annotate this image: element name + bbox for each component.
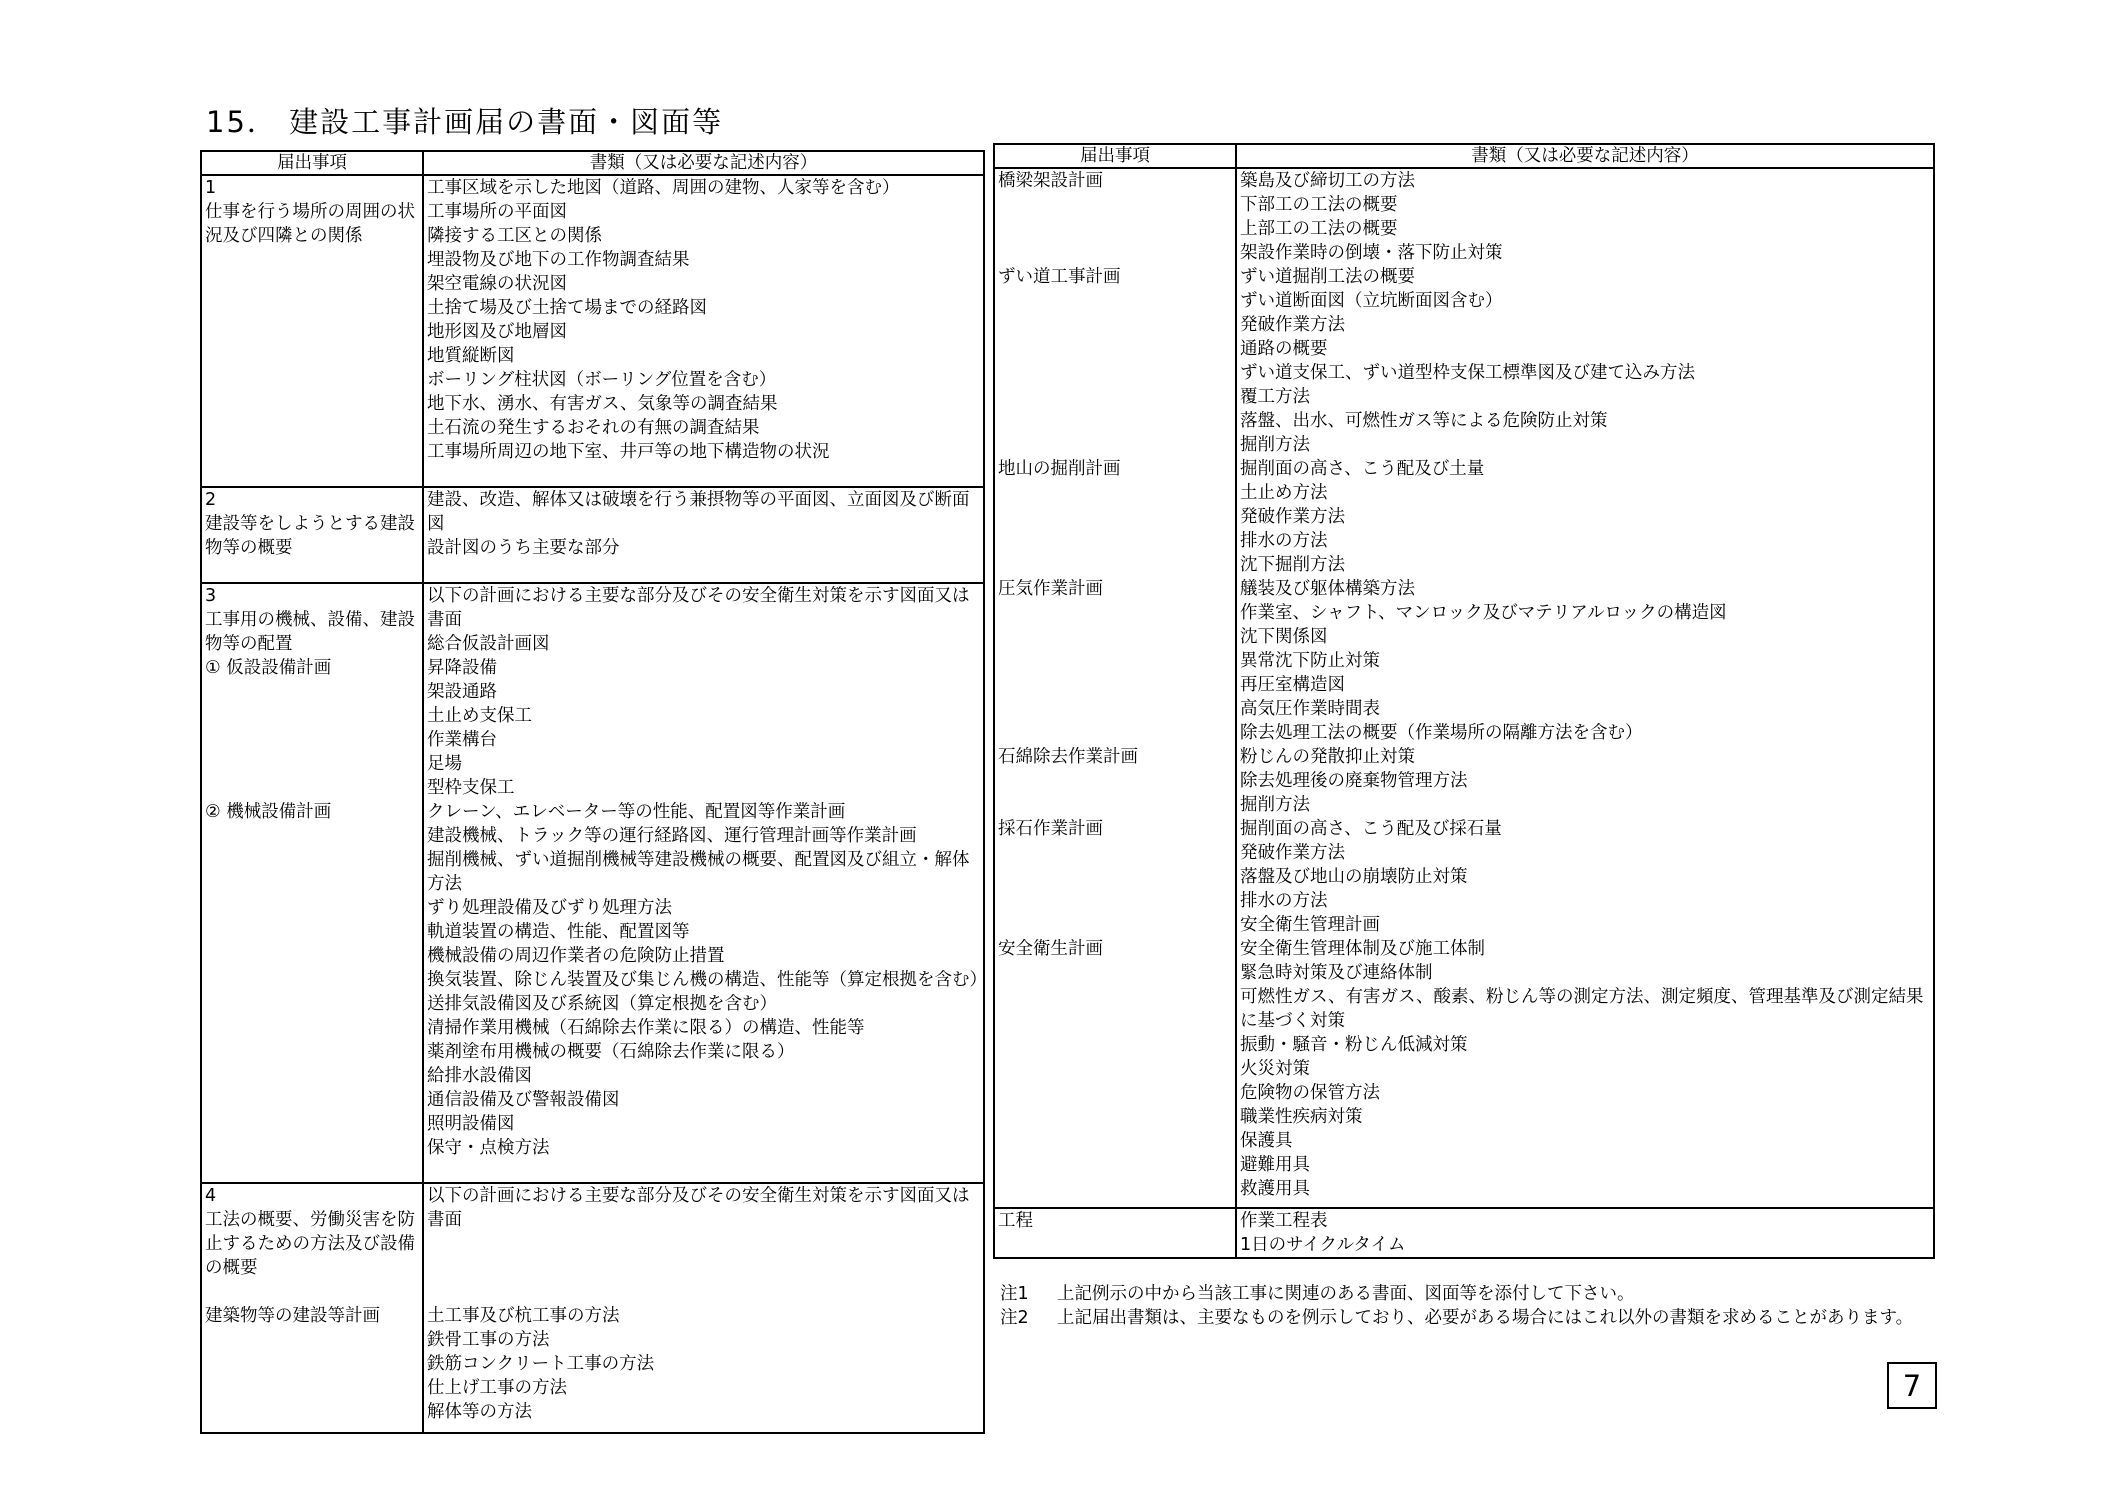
table-row xyxy=(201,487,984,583)
document-entry: 作業構台 xyxy=(427,730,497,750)
item-text xyxy=(998,889,1233,913)
item-text xyxy=(998,625,1233,649)
document-entry: 危険物の保管方法 xyxy=(1240,1083,1380,1103)
item-text xyxy=(998,793,1233,817)
notes xyxy=(1000,1282,1930,1330)
document-entry: 安全衛生管理体制及び施工体制 xyxy=(1240,939,1485,959)
item-text xyxy=(998,553,1233,577)
document-entry: 掘削方法 xyxy=(1240,435,1310,455)
document-entry: 以下の計画における主要な部分及びその安全衛生対策を示す図面又は書面 xyxy=(427,1186,970,1230)
document-entry: 掘削面の高さ、こう配及び採石量 xyxy=(1240,819,1502,839)
document-entry xyxy=(427,1256,981,1280)
document-entry: 再圧室構造図 xyxy=(1240,675,1345,695)
document-entry: 緊急時対策及び連絡体制 xyxy=(1240,963,1433,983)
document-entry: 土工事及び杭工事の方法 xyxy=(427,1306,620,1326)
document-entry: 仕上げ工事の方法 xyxy=(427,1378,567,1398)
item-text xyxy=(998,841,1233,865)
document-entry: 粉じんの発散抑止対策 xyxy=(1240,747,1415,767)
item-text xyxy=(998,649,1233,673)
document-entry: 発破作業方法 xyxy=(1240,315,1345,335)
document-entry: 排水の方法 xyxy=(1240,891,1328,911)
document-entry xyxy=(427,1232,981,1256)
document-entry: 落盤、出水、可燃性ガス等による危険防止対策 xyxy=(1240,411,1608,431)
document-entry: 架空電線の状況図 xyxy=(427,274,567,294)
item-text: ずい道工事計画 xyxy=(998,267,1121,287)
item-text xyxy=(998,217,1233,241)
item-text xyxy=(998,913,1233,937)
item-text: 2 xyxy=(205,490,217,510)
item-text xyxy=(998,241,1233,265)
document-entry: 送排気設備図及び系統図（算定根拠を含む） xyxy=(427,994,777,1014)
document-entry: ボーリング柱状図（ボーリング位置を含む） xyxy=(427,370,777,390)
document-entry: 架設作業時の倒壊・落下防止対策 xyxy=(1240,243,1503,263)
item-text: 石綿除去作業計画 xyxy=(998,747,1138,767)
item-text xyxy=(998,409,1233,433)
note-number: 注2 xyxy=(1000,1308,1029,1328)
document-entry: 工事区域を示した地図（道路、周囲の建物、人家等を含む） xyxy=(427,178,900,198)
document-entry: 作業工程表 xyxy=(1240,1211,1328,1231)
item-text xyxy=(205,728,420,752)
document-entry: 発破作業方法 xyxy=(1240,507,1345,527)
document-entry: 火災対策 xyxy=(1240,1059,1310,1079)
document-entry: 掘削方法 xyxy=(1240,795,1310,815)
document-entry: 土捨て場及び土捨て場までの経路図 xyxy=(427,298,707,318)
item-text: 建設等をしようとする建設物等の概要 xyxy=(205,514,415,558)
documents-cell xyxy=(1236,168,1934,1208)
item-text: 工事用の機械、設備、建設物等の配置 xyxy=(205,610,415,654)
note-text: 上記例示の中から当該工事に関連のある書面、図面等を添付して下さい。 xyxy=(1057,1284,1635,1304)
document-entry: 発破作業方法 xyxy=(1240,843,1345,863)
item-text xyxy=(998,385,1233,409)
item-text: ① 仮設設備計画 xyxy=(205,658,332,678)
document-entry: 地下水、湧水、有害ガス、気象等の調査結果 xyxy=(427,394,778,414)
document-entry: 異常沈下防止対策 xyxy=(1240,651,1380,671)
item-text xyxy=(998,313,1233,337)
document-entry: ずい道支保工、ずい道型枠支保工標準図及び建て込み方法 xyxy=(1240,363,1695,383)
document-entry: 総合仮設計画図 xyxy=(427,634,550,654)
note-1 xyxy=(1000,1282,1930,1306)
document-entry: 昇降設備 xyxy=(427,658,497,678)
document-entry: 掘削機械、ずい道掘削機械等建設機械の概要、配置図及び組立・解体方法 xyxy=(427,850,970,894)
item-text: 地山の掘削計画 xyxy=(998,459,1121,479)
document-entry: 上部工の工法の概要 xyxy=(1240,219,1398,239)
document-entry: 1日のサイクルタイム xyxy=(1240,1235,1406,1255)
document-entry: 排水の方法 xyxy=(1240,531,1328,551)
document-entry: 架設通路 xyxy=(427,682,497,702)
document-entry: 沈下掘削方法 xyxy=(1240,555,1345,575)
item-text: 工法の概要、労働災害を防止するための方法及び設備の概要 xyxy=(205,1210,415,1278)
document-entry: 照明設備図 xyxy=(427,1114,515,1134)
item-text xyxy=(205,776,420,800)
item-text: 建築物等の建設等計画 xyxy=(205,1306,380,1326)
documents-cell xyxy=(423,1183,984,1433)
document-entry: ずり処理設備及びずり処理方法 xyxy=(427,898,672,918)
item-text xyxy=(998,361,1233,385)
item-text xyxy=(998,337,1233,361)
documents-cell xyxy=(423,175,984,487)
document-entry: 鉄骨工事の方法 xyxy=(427,1330,550,1350)
document-entry: 安全衛生管理計画 xyxy=(1240,915,1380,935)
document-entry: クレーン、エレベーター等の性能、配置図等作業計画 xyxy=(427,802,846,822)
notification-item-cell xyxy=(201,583,423,1183)
item-text xyxy=(998,697,1233,721)
document-entry: 土止め支保工 xyxy=(427,706,532,726)
notification-item-cell xyxy=(994,1208,1236,1258)
notification-item-cell xyxy=(201,175,423,487)
document-entry: 換気装置、除じん装置及び集じん機の構造、性能等（算定根拠を含む） xyxy=(427,970,987,990)
document-entry: 鉄筋コンクリート工事の方法 xyxy=(427,1354,655,1374)
document-entry: 通路の概要 xyxy=(1240,339,1328,359)
item-text xyxy=(205,704,420,728)
item-text xyxy=(205,1280,420,1304)
note-2 xyxy=(1000,1306,1930,1330)
document-entry: 沈下関係図 xyxy=(1240,627,1328,647)
document-entry: 職業性疾病対策 xyxy=(1240,1107,1363,1127)
document-entry: 掘削面の高さ、こう配及び土量 xyxy=(1240,459,1485,479)
document-entry: 可燃性ガス、有害ガス、酸素、粉じん等の測定方法、測定頻度、管理基準及び測定結果に基づく対策 xyxy=(1240,987,1924,1031)
item-text: 橋梁架設計画 xyxy=(998,171,1103,191)
item-text: 安全衛生計画 xyxy=(998,939,1103,959)
right-document-table xyxy=(993,143,1935,1259)
header-notification-item: 届出事項 xyxy=(201,151,423,175)
document-entry: 築島及び締切工の方法 xyxy=(1240,171,1415,191)
table-row xyxy=(201,1183,984,1433)
item-text: 1 xyxy=(205,178,217,198)
item-text xyxy=(998,193,1233,217)
header-documents: 書類（又は必要な記述内容） xyxy=(423,151,984,175)
notification-item-cell xyxy=(994,168,1236,1208)
document-entry: 通信設備及び警報設備図 xyxy=(427,1090,620,1110)
document-entry: 保護具 xyxy=(1240,1131,1293,1151)
document-entry: ずい道断面図（立坑断面図含む） xyxy=(1240,291,1503,311)
document-entry: 保守・点検方法 xyxy=(427,1138,550,1158)
document-entry: 地質縦断図 xyxy=(427,346,515,366)
page-number: 7 xyxy=(1887,1362,1937,1409)
document-entry: 解体等の方法 xyxy=(427,1402,532,1422)
document-entry: 隣接する工区との関係 xyxy=(427,226,602,246)
item-text: 採石作業計画 xyxy=(998,819,1103,839)
document-entry: 振動・騒音・粉じん低減対策 xyxy=(1240,1035,1468,1055)
document-entry: 薬剤塗布用機械の概要（石綿除去作業に限る） xyxy=(427,1042,795,1062)
left-document-table xyxy=(200,150,985,1434)
document-entry: 軌道装置の構造、性能、配置図等 xyxy=(427,922,690,942)
document-entry: 下部工の工法の概要 xyxy=(1240,195,1398,215)
header-notification-item: 届出事項 xyxy=(994,144,1236,168)
document-entry: 地形図及び地層図 xyxy=(427,322,567,342)
document-entry: 土石流の発生するおそれの有無の調査結果 xyxy=(427,418,760,438)
note-text: 上記届出書類は、主要なものを例示しており、必要がある場合にはこれ以外の書類を求めることがあります。 xyxy=(1057,1308,1914,1328)
document-entry: 覆工方法 xyxy=(1240,387,1310,407)
table-row xyxy=(201,583,984,1183)
page-title: 15． 建設工事計画届の書面・図面等 xyxy=(206,105,724,139)
item-text xyxy=(998,529,1233,553)
document-entry: 救護用具 xyxy=(1240,1179,1310,1199)
item-text: 4 xyxy=(205,1186,217,1206)
item-text xyxy=(205,752,420,776)
item-text xyxy=(998,721,1233,745)
item-text xyxy=(998,673,1233,697)
document-entry: 埋設物及び地下の工作物調査結果 xyxy=(427,250,690,270)
document-entry: 工事場所の平面図 xyxy=(427,202,567,222)
item-text: ② 機械設備計画 xyxy=(205,802,332,822)
item-text xyxy=(998,481,1233,505)
notification-item-cell xyxy=(201,1183,423,1433)
note-number: 注1 xyxy=(1000,1284,1029,1304)
table-row xyxy=(201,175,984,487)
document-entry: 足場 xyxy=(427,754,462,774)
documents-cell xyxy=(1236,1208,1934,1258)
item-text xyxy=(998,505,1233,529)
document-entry: 型枠支保工 xyxy=(427,778,515,798)
document-entry: 落盤及び地山の崩壊防止対策 xyxy=(1240,867,1468,887)
item-text xyxy=(998,433,1233,457)
document-entry: 除去処理工法の概要（作業場所の隔離方法を含む） xyxy=(1240,723,1643,743)
item-text xyxy=(998,865,1233,889)
header-documents: 書類（又は必要な記述内容） xyxy=(1236,144,1934,168)
document-entry: 作業室、シャフト、マンロック及びマテリアルロックの構造図 xyxy=(1240,603,1727,623)
table-row xyxy=(994,1208,1934,1258)
item-text: 3 xyxy=(205,586,217,606)
document-entry: 建設、改造、解体又は破壊を行う兼摂物等の平面図、立面図及び断面図 xyxy=(427,490,970,534)
item-text xyxy=(205,680,420,704)
documents-cell xyxy=(423,583,987,1183)
table-row xyxy=(994,168,1934,1208)
document-entry: 給排水設備図 xyxy=(427,1066,532,1086)
item-text xyxy=(998,601,1233,625)
document-entry: ずい道掘削工法の概要 xyxy=(1240,267,1415,287)
notification-item-cell xyxy=(201,487,423,583)
item-text: 仕事を行う場所の周囲の状況及び四隣との関係 xyxy=(205,202,415,246)
document-entry: 避難用具 xyxy=(1240,1155,1310,1175)
document-entry: 土止め方法 xyxy=(1240,483,1328,503)
item-text xyxy=(998,769,1233,793)
document-entry: 工事場所周辺の地下室、井戸等の地下構造物の状況 xyxy=(427,442,830,462)
document-entry: 建設機械、トラック等の運行経路図、運行管理計画等作業計画 xyxy=(427,826,917,846)
item-text: 工程 xyxy=(998,1211,1033,1231)
document-entry: 機械設備の周辺作業者の危険防止措置 xyxy=(427,946,725,966)
document-entry: 高気圧作業時間表 xyxy=(1240,699,1380,719)
documents-cell xyxy=(423,487,984,583)
document-entry xyxy=(427,1280,981,1304)
document-entry: 除去処理後の廃棄物管理方法 xyxy=(1240,771,1468,791)
item-text: 圧気作業計画 xyxy=(998,579,1103,599)
document-entry: 設計図のうち主要な部分 xyxy=(427,538,620,558)
document-entry: 艤装及び躯体構築方法 xyxy=(1240,579,1415,599)
document-entry: 清掃作業用機械（石綿除去作業に限る）の構造、性能等 xyxy=(427,1018,865,1038)
document-entry: 以下の計画における主要な部分及びその安全衛生対策を示す図面又は書面 xyxy=(427,586,970,630)
item-text xyxy=(998,289,1233,313)
